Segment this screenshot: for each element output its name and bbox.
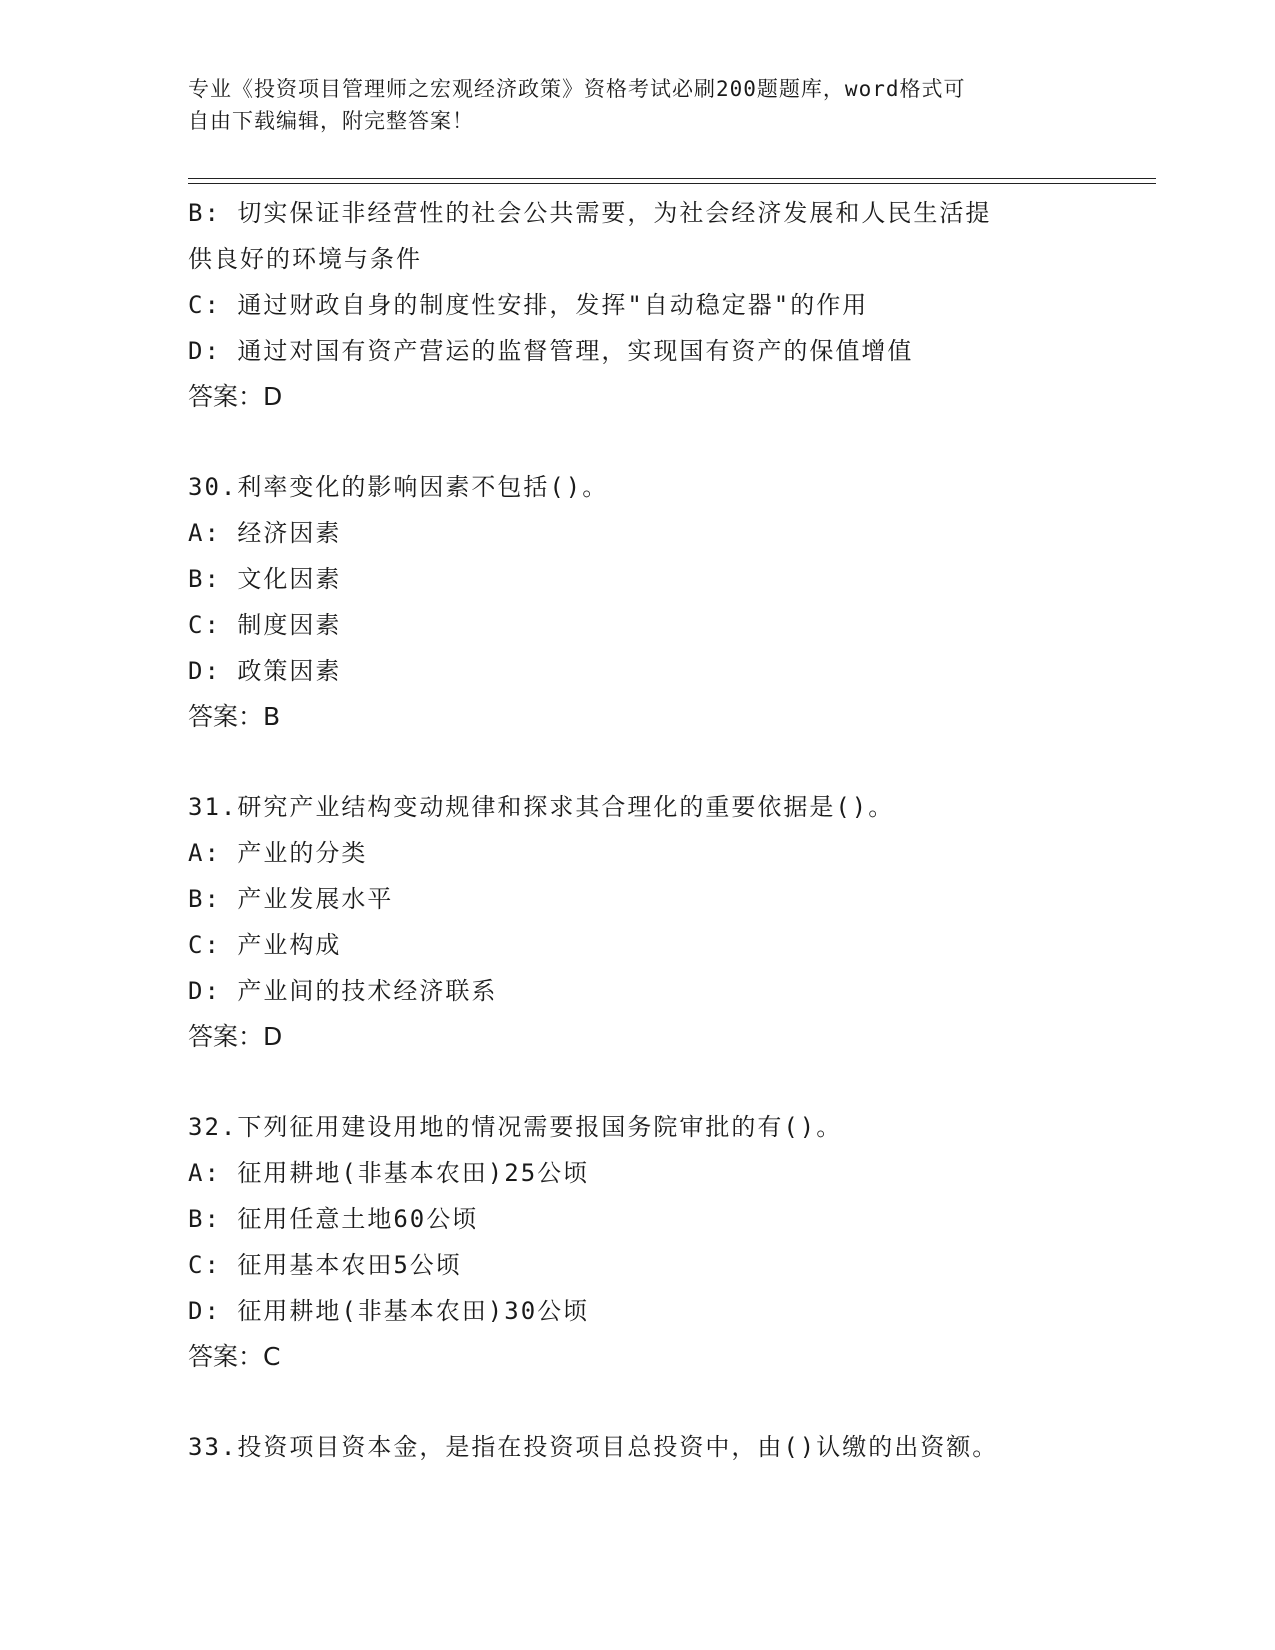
question-stem: 30.利率变化的影响因素不包括()。 bbox=[188, 473, 609, 501]
answer-line: 答案：C bbox=[188, 1342, 281, 1371]
option-c: C: 通过财政自身的制度性安排，发挥"自动稳定器"的作用 bbox=[188, 291, 869, 319]
spacer bbox=[188, 740, 1088, 784]
option-a: A: 征用耕地(非基本农田)25公顷 bbox=[188, 1159, 590, 1187]
option-b: B: 产业发展水平 bbox=[188, 885, 394, 913]
option-a: A: 产业的分类 bbox=[188, 839, 368, 867]
answer-line: 答案：D bbox=[188, 382, 283, 411]
question-stem: 31.研究产业结构变动规律和探求其合理化的重要依据是()。 bbox=[188, 793, 895, 821]
question-list bbox=[188, 190, 1088, 1470]
option-b: B: 文化因素 bbox=[188, 565, 342, 593]
spacer bbox=[188, 1380, 1088, 1424]
question-block-30 bbox=[188, 464, 1088, 740]
header-divider-bottom bbox=[188, 183, 1156, 184]
header-title-line-2: 自由下载编辑，附完整答案！ bbox=[188, 109, 474, 133]
option-b-line-2: 供良好的环境与条件 bbox=[188, 245, 422, 273]
option-a: A: 经济因素 bbox=[188, 519, 342, 547]
option-d: D: 征用耕地(非基本农田)30公顷 bbox=[188, 1297, 590, 1325]
question-block-31 bbox=[188, 784, 1088, 1060]
question-stem: 32.下列征用建设用地的情况需要报国务院审批的有()。 bbox=[188, 1113, 843, 1141]
spacer bbox=[188, 1060, 1088, 1104]
option-d: D: 通过对国有资产营运的监督管理，实现国有资产的保值增值 bbox=[188, 337, 914, 365]
document-header bbox=[188, 73, 1088, 137]
question-stem: 33.投资项目资本金，是指在投资项目总投资中，由()认缴的出资额。 bbox=[188, 1433, 999, 1461]
option-b-line-1: B: 切实保证非经营性的社会公共需要，为社会经济发展和人民生活提 bbox=[188, 199, 992, 227]
option-c: C: 产业构成 bbox=[188, 931, 342, 959]
option-c: C: 制度因素 bbox=[188, 611, 342, 639]
option-d: D: 产业间的技术经济联系 bbox=[188, 977, 498, 1005]
question-block-prev bbox=[188, 190, 1088, 420]
header-divider-top bbox=[188, 178, 1156, 179]
spacer bbox=[188, 420, 1088, 464]
header-title-line-1: 专业《投资项目管理师之宏观经济政策》资格考试必刷200题题库，word格式可 bbox=[188, 77, 966, 101]
answer-line: 答案：B bbox=[188, 702, 281, 731]
option-b: B: 征用任意土地60公顷 bbox=[188, 1205, 479, 1233]
question-block-32 bbox=[188, 1104, 1088, 1380]
option-d: D: 政策因素 bbox=[188, 657, 342, 685]
answer-line: 答案：D bbox=[188, 1022, 283, 1051]
question-block-33 bbox=[188, 1424, 1088, 1470]
option-c: C: 征用基本农田5公顷 bbox=[188, 1251, 462, 1279]
